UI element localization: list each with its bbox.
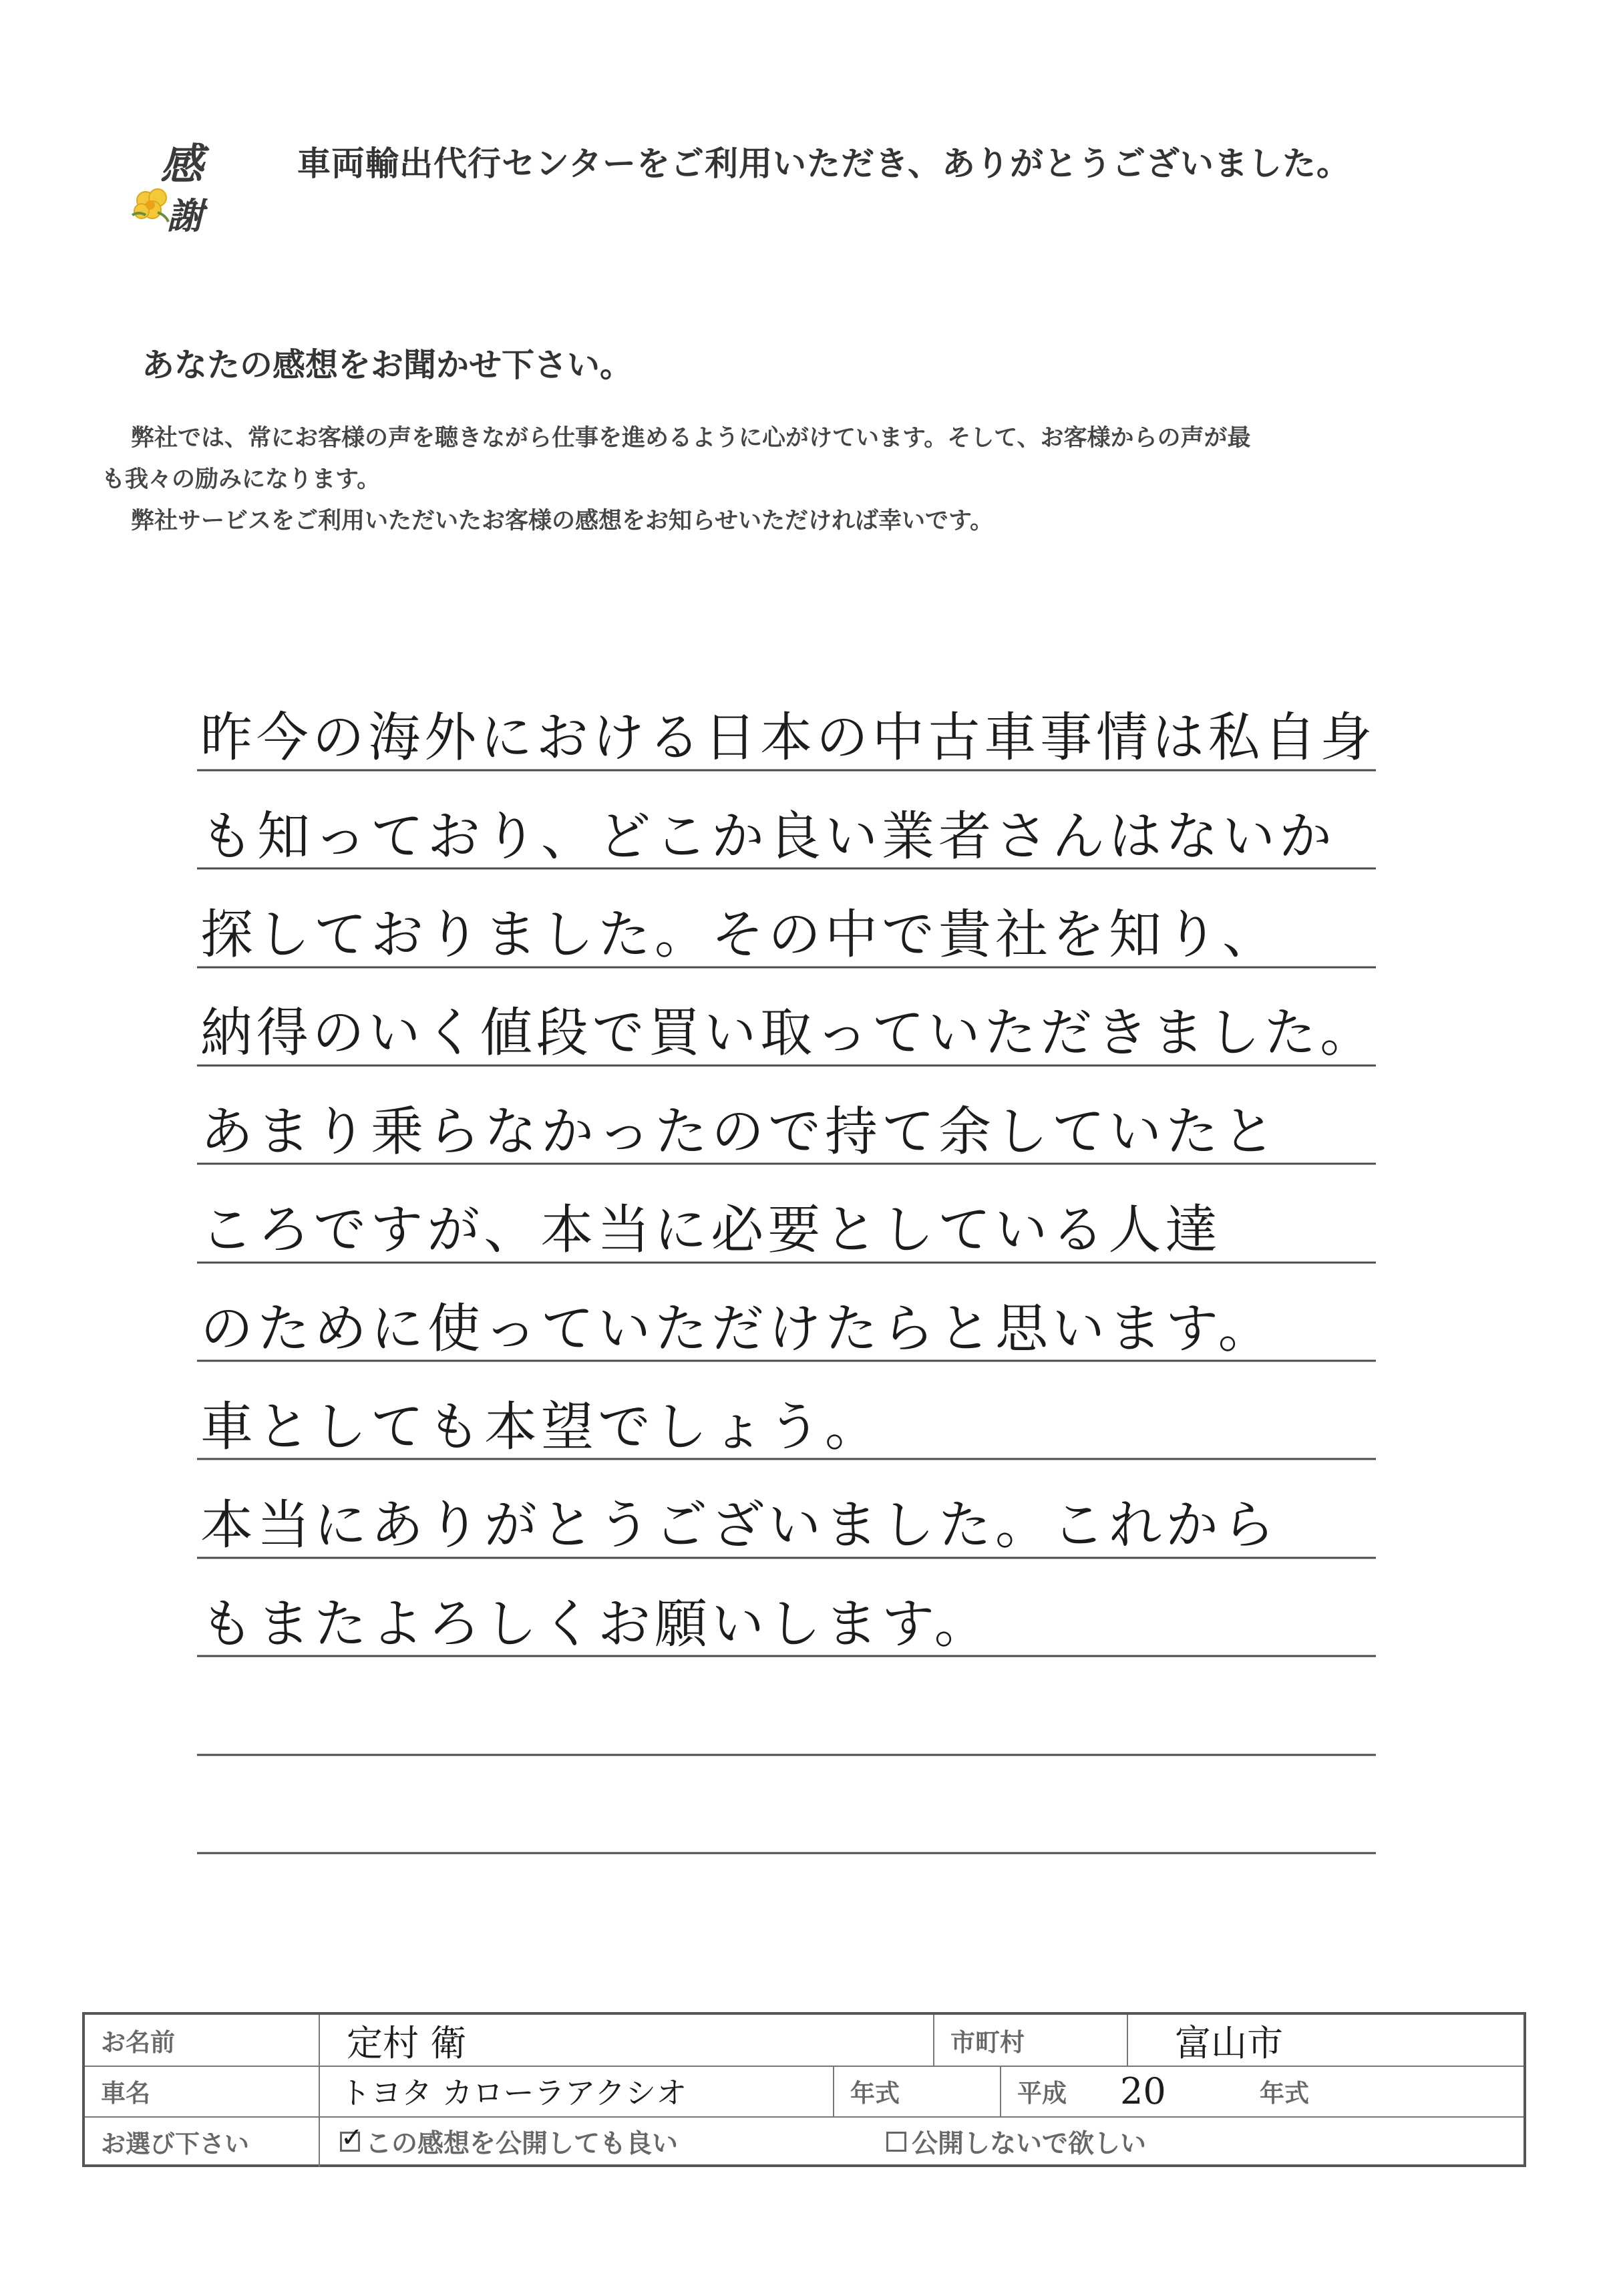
- prompt-heading: あなたの感想をお聞かせ下さい。: [142, 346, 633, 384]
- comment-line-1: 昨今の海外における日本の中古車事情は私自身: [200, 707, 1376, 768]
- svg-text:感: 感: [160, 140, 203, 190]
- private-checkbox[interactable]: [886, 2132, 906, 2152]
- choose-label: お選び下さい: [101, 2130, 249, 2158]
- car-label: 車名: [101, 2079, 150, 2108]
- private-option-label: 公開しないで欲しい: [912, 2129, 1147, 2159]
- publish-checkbox[interactable]: [340, 2122, 363, 2153]
- intro-line-1: 弊社では、常にお客様の声を聴きながら仕事を進めるように心がけています。そして、お客様からの声が最: [131, 425, 1251, 452]
- header-title: 車両輸出代行センターをご利用いただき、ありがとうございました。: [297, 144, 1351, 183]
- comment-line-6: ころですが、本当に必要としている人達: [200, 1199, 1222, 1261]
- comment-line-2: も知っており、どこか良い業者さんはないか: [200, 806, 1336, 867]
- check-mark-icon: ✓: [341, 2122, 363, 2153]
- form-row-car: [85, 2066, 1524, 2118]
- comment-line-3: 探しておりました。その中で貴社を知り、: [200, 904, 1279, 965]
- publish-option[interactable]: [319, 2116, 886, 2167]
- car-value[interactable]: トヨタ カローラアクシオ: [319, 2066, 833, 2116]
- city-label: 市町村: [933, 2015, 1127, 2066]
- year-suffix: 年式: [1260, 2079, 1309, 2108]
- city-value[interactable]: 富山市: [1127, 2015, 1524, 2066]
- form-row-choice: [85, 2116, 1524, 2167]
- comment-line-9: 本当にありがとうございました。これから: [200, 1494, 1279, 1556]
- intro-line-3: 弊社サービスをご利用いただいたお客様の感想をお知らせいただければ幸いです。: [131, 508, 994, 534]
- name-value[interactable]: 定村 衛: [319, 2015, 933, 2066]
- comment-line-4: 納得のいく値段で買い取っていただきました。: [200, 1002, 1376, 1063]
- comment-line-8: 車としても本望でしょう。: [200, 1396, 882, 1458]
- comment-line-7: のために使っていただけたらと思います。: [200, 1298, 1275, 1359]
- era-label: 平成: [1000, 2066, 1120, 2116]
- year-value[interactable]: 20: [1120, 2070, 1166, 2112]
- name-label: お名前: [101, 2028, 175, 2057]
- svg-text:謝: 謝: [167, 194, 203, 237]
- comment-line-5: あまり乗らなかったので持て余していたと: [200, 1101, 1279, 1162]
- publish-option-label: この感想を公開しても良い: [365, 2129, 679, 2159]
- comment-line-10: もまたよろしくお願いします。: [200, 1593, 991, 1655]
- intro-line-2: も我々の励みになります。: [102, 466, 381, 493]
- private-option[interactable]: [866, 2116, 1524, 2167]
- year-label: 年式: [833, 2066, 1000, 2116]
- customer-info-form: [82, 2012, 1526, 2167]
- form-row-name: [85, 2015, 1524, 2067]
